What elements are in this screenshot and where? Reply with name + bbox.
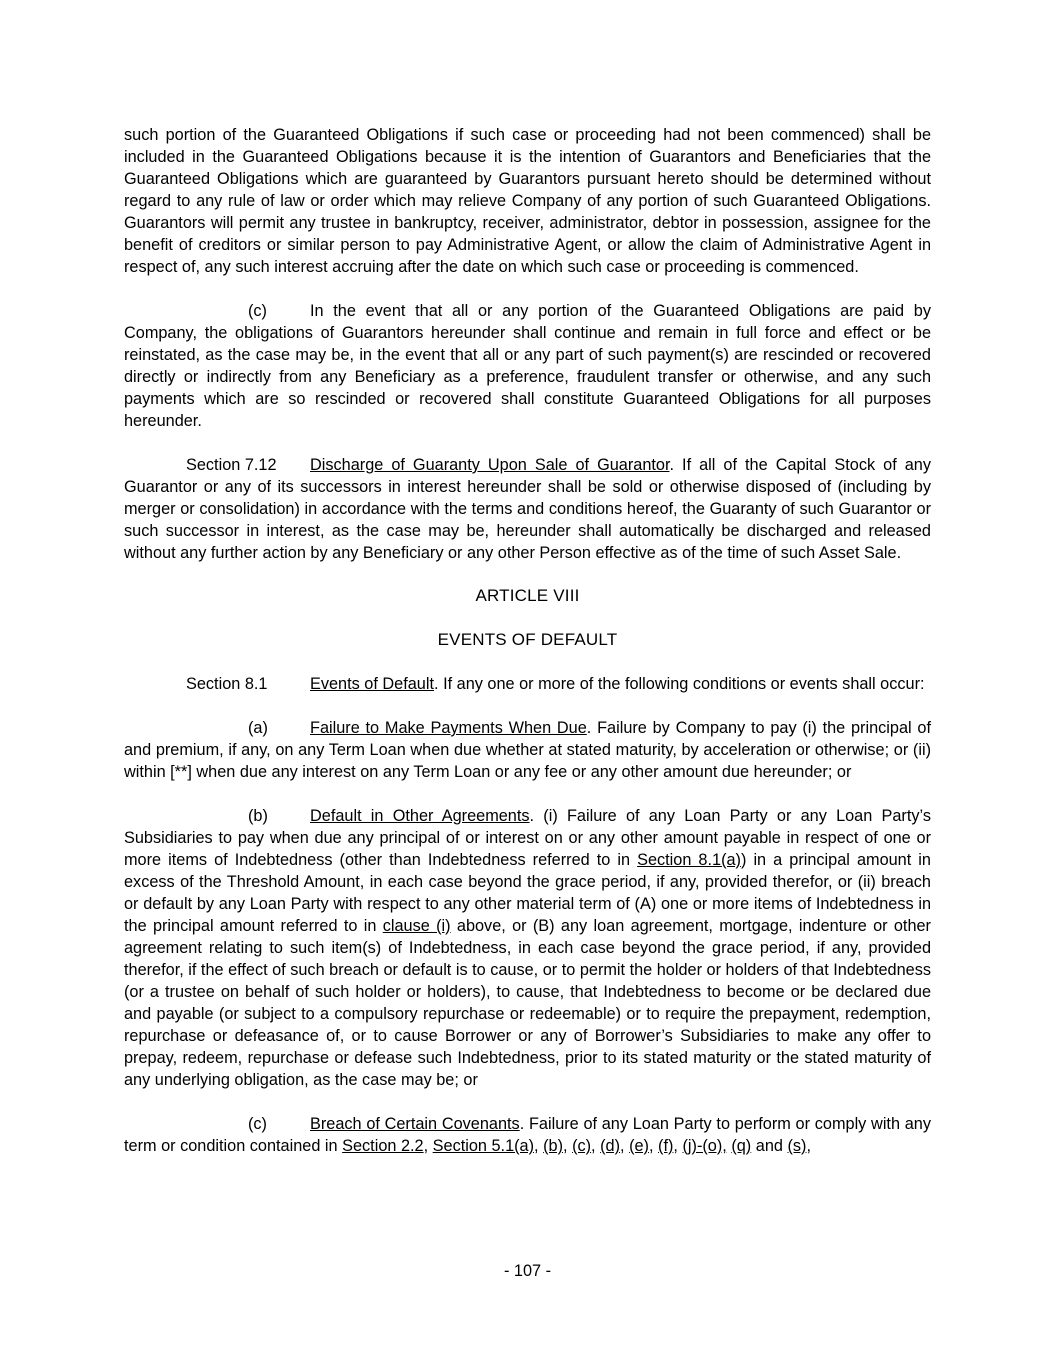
cross-reference: (j)-(o), xyxy=(682,1137,727,1155)
clause-text: Failure by Company to pay (i) the principal of and premium, if any, on any Term Loan when due whether at stated maturity, by acceleration or otherwise; or (ii) within [**] when due any interest on any Term Loan or any fee or any other amount due hereunder; or xyxy=(124,719,931,781)
page-number: - 107 - xyxy=(503,1262,552,1280)
cross-reference: (e) xyxy=(629,1137,649,1155)
paragraph-8-1-b xyxy=(124,805,931,1091)
clause-text: (i) Failure of any Loan Party or any Loan Party’s Subsidiaries to pay when due any principal of or interest on or any other amount payable in respect of one or more items of Indebtedness (other than Indebtedness referred to in xyxy=(124,807,931,869)
section-title: Discharge of Guaranty Upon Sale of Guarantor xyxy=(310,456,670,474)
cross-reference: (d) xyxy=(600,1137,621,1155)
cross-reference-section-8-1-a: Section 8.1(a) xyxy=(637,851,741,869)
separator: , xyxy=(648,1137,659,1155)
section-title: Events of Default xyxy=(310,675,434,693)
clause-title-punct: . xyxy=(519,1115,529,1133)
clause-title: Breach of Certain Covenants xyxy=(310,1115,520,1133)
separator: , xyxy=(563,1137,573,1155)
cross-reference: (s) xyxy=(787,1137,807,1155)
document-page xyxy=(124,124,931,1157)
section-7-12 xyxy=(124,454,931,564)
section-text: If any one or more of the following conditions or events shall occur: xyxy=(443,675,925,693)
clause-title-punct: . xyxy=(586,719,598,737)
paragraph-intro: such portion of the Guaranteed Obligations if such case or proceeding had not been commenced) shall be included in the Guaranteed Obligations because it is the intention of Guarantors and Beneficiaries that the Guaranteed Obligations which are guaranteed by Guarantors pursuant hereto should be determined without regard to any rule of law or order which may relieve Company of any portion of such Guaranteed Obligations. Guarantors will permit any trustee in bankruptcy, receiver, administrator, debtor in possession, assignee for the benefit of creditors or similar person to pay Administrative Agent, or allow the claim of Administrative Agent in respect of, any such interest accruing after the date on which such case or proceeding is commenced. xyxy=(124,126,931,276)
clause-title: Default in Other Agreements xyxy=(310,807,530,825)
cross-reference-clause-i: clause (i) xyxy=(382,917,451,935)
cross-reference: (c) xyxy=(572,1137,592,1155)
cross-reference: (b) xyxy=(543,1137,563,1155)
clause-text: In the event that all or any portion of the Guaranteed Obligations are paid by Company, the obligations of Guarantors hereunder shall continue and remain in full force and effect or be reinstated, as the case may be, in the event that all or any part of such payment(s) are rescinded or recovered directly or indirectly from any Beneficiary as a preference, fraudulent transfer or otherwise, and any such payments which are so rescinded or recovered shall constitute Guaranteed Obligations for all purposes hereunder. xyxy=(124,302,931,430)
section-8-1 xyxy=(124,673,931,695)
separator: and xyxy=(751,1137,788,1155)
cross-reference: Section 2.2 xyxy=(342,1137,424,1155)
cross-reference: (f) xyxy=(658,1137,674,1155)
section-title-punct: . xyxy=(669,456,683,474)
separator: , xyxy=(534,1137,544,1155)
separator: , xyxy=(620,1137,630,1155)
separator: , xyxy=(591,1137,601,1155)
cross-reference: (q) xyxy=(731,1137,752,1155)
clause-label: (c) xyxy=(248,1115,267,1133)
paragraph-8-1-a xyxy=(124,717,931,783)
section-title-punct: . xyxy=(434,675,444,693)
clause-text: Failure of any Loan Party to perform or comply with any term or condition contained in xyxy=(124,1115,931,1155)
separator: , xyxy=(673,1137,683,1155)
cross-reference: Section 5.1(a) xyxy=(432,1137,535,1155)
section-number: Section 8.1 xyxy=(186,675,268,693)
clause-title-punct: . xyxy=(529,807,544,825)
section-text: If all of the Capital Stock of any Guarantor or any of its successors in interest hereunder shall be sold or otherwise disposed of (including by merger or consolidation) in accordance with the terms and conditions hereof, the Guaranty of such Guarantor or such successor in interest, as the case may be, hereunder shall automatically be discharged and released without any further action by any Beneficiary or any other Person effective as of the time of such Asset Sale. xyxy=(124,456,931,562)
clause-title: Failure to Make Payments When Due xyxy=(310,719,587,737)
section-number: Section 7.12 xyxy=(186,456,277,474)
clause-text: ) in a principal amount in excess of the Threshold Amount, in each case beyond the grace period, if any, provided therefor, or (ii) breach or default by any Loan Party with respect to any other material term of (A) one or more items of Indebtedness in the principal amount referred to in xyxy=(124,851,931,935)
clause-text: above, or (B) any loan agreement, mortgage, indenture or other agreement relating to such item(s) of Indebtedness, in each case beyond the grace period, if any, provided therefor, if the effect of such breach or default is to cause, or to permit the holder or holders of that Indebtedness (or a trustee on behalf of such holder or holders), to cause, that Indebtedness to become or be declared due and payable (or subject to a compulsory repurchase or redeemable) or to require the prepayment, redemption, repurchase or defeasance of, or to cause Borrower or any of Borrower’s Subsidiaries to make any offer to prepay, redeem, repurchase or defease such Indebtedness, prior to its stated maturity or the stated maturity of any underlying obligation, as the case may be; or xyxy=(124,917,932,1089)
paragraph-8-1-c xyxy=(124,1113,931,1157)
paragraph-7-11-c xyxy=(124,300,931,432)
article-title: EVENTS OF DEFAULT xyxy=(437,630,618,649)
clause-label: (c) xyxy=(248,302,267,320)
separator: , xyxy=(806,1137,811,1155)
clause-label: (a) xyxy=(248,719,268,737)
article-heading: ARTICLE VIII xyxy=(475,586,580,605)
separator: , xyxy=(423,1137,433,1155)
clause-label: (b) xyxy=(248,807,268,825)
